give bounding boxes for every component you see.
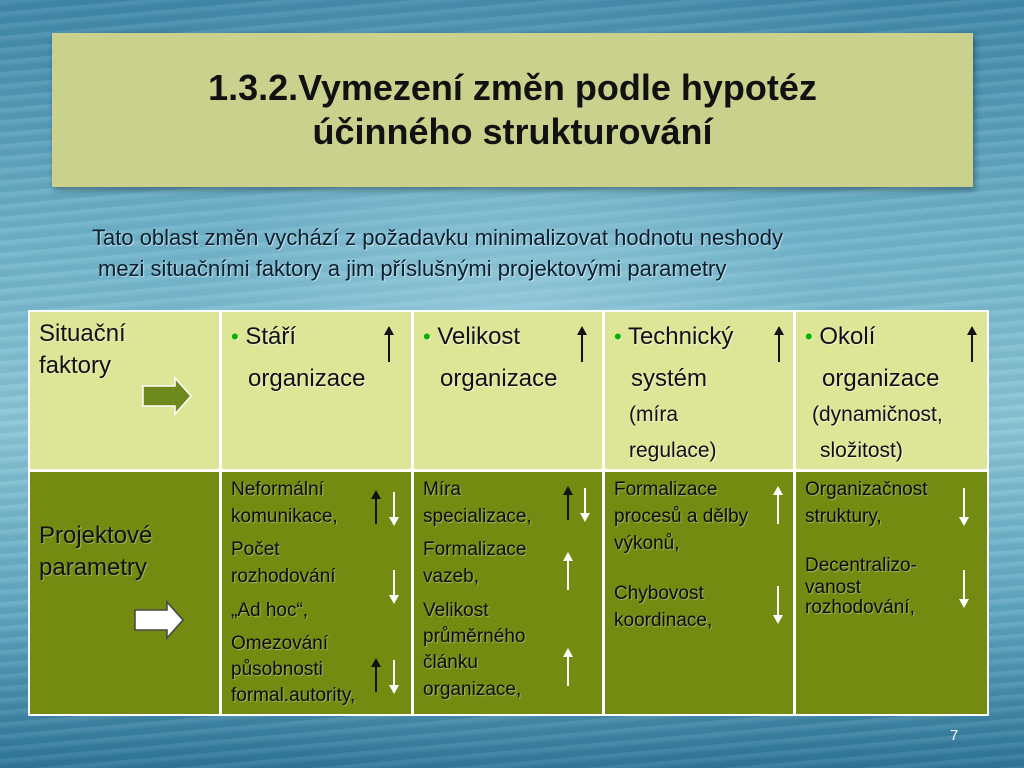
param-cell-environment (796, 472, 987, 714)
factor-text: Velikost (437, 323, 521, 350)
param-text: Velikost (423, 600, 489, 621)
factor-text: organizace (822, 365, 940, 392)
row-label-line: faktory (39, 352, 112, 379)
param-text: struktury, (805, 506, 882, 527)
bullet-icon: • (231, 324, 239, 349)
factor-cell-environment (796, 312, 987, 469)
factor-text: systém (631, 365, 708, 392)
param-text: průměrného (423, 626, 526, 647)
param-text: Chybovost (614, 583, 704, 604)
arrow-down-icon (388, 490, 400, 526)
arrow-up-icon (562, 648, 574, 688)
row-label-line: Projektové (39, 522, 153, 549)
factor-cell-size (414, 312, 602, 469)
factor-text: Okolí (819, 323, 876, 350)
param-cell-technical-system (605, 472, 793, 714)
factor-text: Technický (627, 323, 734, 350)
subtitle-line-1: Tato oblast změn vychází z požadavku minimalizovat hodnotu neshody (92, 225, 783, 250)
param-text: Decentralizo- (805, 555, 917, 576)
param-text: působnosti (231, 659, 323, 680)
param-text: Omezování (231, 633, 329, 654)
arrow-down-icon (388, 568, 400, 604)
param-text: Formalizace (614, 479, 718, 500)
param-text: komunikace, (231, 506, 338, 527)
factor-text: složitost) (820, 439, 903, 462)
row-label-situational-factors (30, 312, 219, 469)
arrow-down-icon (958, 568, 970, 608)
title-line-1: 1.3.2.Vymezení změn podle hypotéz (208, 67, 817, 108)
param-text: rozhodování, (805, 597, 915, 618)
title-box (52, 33, 973, 187)
arrow-down-icon (579, 486, 591, 522)
title-line-2: účinného strukturování (312, 111, 713, 152)
arrow-up-icon (562, 486, 574, 522)
param-text: organizace, (423, 679, 522, 700)
param-text: vazeb, (423, 566, 479, 587)
row-label-line: Situační (39, 320, 126, 347)
param-cell-size (414, 472, 602, 714)
arrow-up-icon (562, 552, 574, 592)
param-text: Formalizace (423, 539, 527, 560)
param-text: specializace, (423, 506, 532, 527)
page-number: 7 (950, 727, 959, 744)
param-text: článku (423, 652, 478, 673)
factor-text: (míra (629, 403, 678, 426)
param-text: Neformální (231, 479, 324, 500)
param-text: vanost (805, 577, 861, 598)
factor-cell-technical-system (605, 312, 793, 469)
row-label-line: parametry (39, 554, 148, 581)
arrow-down-icon (772, 584, 784, 624)
subtitle-line-2: mezi situačními faktory a jim příslušnými projektovými parametry (98, 256, 727, 281)
factor-text: regulace) (629, 439, 717, 462)
arrow-right-icon (143, 378, 193, 418)
arrow-up-icon (772, 486, 784, 526)
param-cell-age (222, 472, 411, 714)
bullet-icon: • (805, 324, 813, 349)
factor-text: organizace (440, 365, 558, 392)
arrow-up-icon (370, 490, 382, 526)
param-text: Organizačnost (805, 479, 928, 500)
factor-cell-age (222, 312, 411, 469)
arrow-up-icon (966, 326, 978, 364)
param-text: koordinace, (614, 610, 713, 631)
arrow-up-icon (773, 326, 785, 364)
bullet-icon: • (614, 324, 622, 349)
param-text: Počet (231, 539, 280, 560)
arrow-up-icon (383, 326, 395, 364)
param-text: „Ad hoc“, (231, 600, 309, 621)
relations-table (28, 310, 989, 716)
subtitle (92, 222, 942, 284)
param-text: výkonů, (614, 533, 680, 554)
factor-text: (dynamičnost, (812, 403, 943, 426)
arrow-right-icon (135, 602, 185, 642)
param-text: Míra (423, 479, 461, 500)
arrow-up-icon (576, 326, 588, 364)
arrow-down-icon (958, 486, 970, 526)
arrow-up-icon (370, 658, 382, 694)
param-text: procesů a dělby (614, 506, 749, 527)
factor-text: organizace (248, 365, 366, 392)
factor-text: Stáří (245, 323, 297, 350)
arrow-down-icon (388, 658, 400, 694)
row-label-project-parameters (30, 472, 219, 714)
param-text: formal.autority, (231, 685, 356, 706)
param-text: rozhodování (231, 566, 336, 587)
bullet-icon: • (423, 324, 431, 349)
